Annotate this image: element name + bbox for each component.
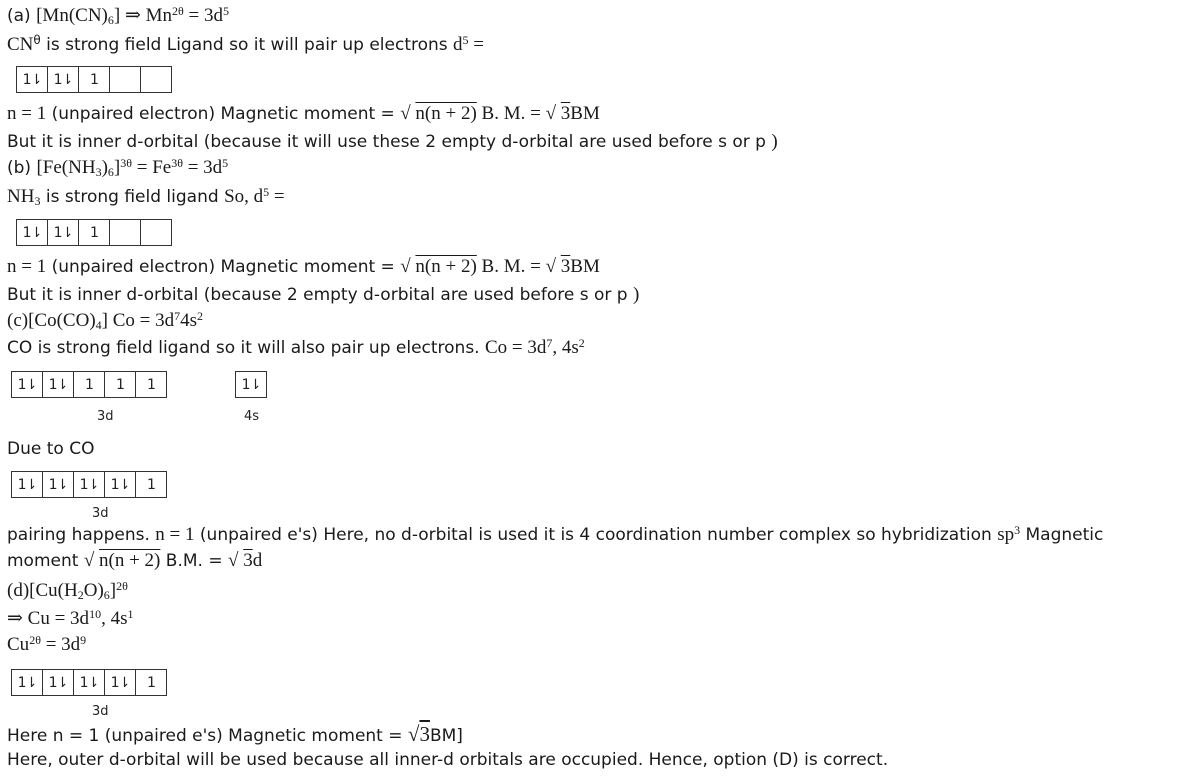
orbital-box: 1⇂: [241, 376, 261, 393]
orbital-box: 1⇂: [48, 67, 79, 92]
orbital-box: 1⇂: [17, 220, 48, 245]
caption-3d: 3d: [92, 506, 109, 521]
part-d-line-3: Here n = 1 (unpaired e's) Magnetic moment = √3BM]: [7, 722, 463, 746]
orbital-box: 1⇂: [74, 472, 105, 497]
part-c-heading: $(c)[Co(CO)_4] Co = 3d^74s^2$: [7, 309, 204, 332]
orbital-box: 1⇂: [43, 372, 74, 397]
orbital-box: 1: [79, 220, 110, 245]
orbital-panel-due: [7, 464, 203, 524]
orbital-panel-c: [7, 364, 284, 435]
part-c-line-3: moment √ n(n + 2) B.M. = √ 3d: [7, 550, 263, 571]
orbital-diagram-b: [16, 219, 172, 246]
part-a-line-3: But it is inner d-orbital (because it will use these 2 empty d-orbital are used before s or p ): [7, 131, 778, 152]
orbital-box: [141, 67, 171, 92]
part-d-heading: $(d)[Cu(H_2O)_6]^{2\theta}$: [7, 579, 128, 602]
orbital-box: 1: [74, 372, 105, 397]
part-b-line-1: $NH_3$ is strong field ligand So, $d^5$ =: [7, 185, 285, 208]
orbital-diagram-c-3d: [11, 371, 167, 398]
orbital-panel-d: [7, 662, 203, 722]
part-d-line-1: ⇒ $Cu = 3d^{10}$, $4s^1$: [7, 607, 134, 629]
orbital-box: 1: [79, 67, 110, 92]
orbital-diagram-a: [16, 66, 172, 93]
orbital-box: 1⇂: [17, 67, 48, 92]
part-b-heading: (b) $[Fe(NH_3)_6]^{3\theta} = Fe^{3\theta} = 3d^5$: [7, 156, 229, 179]
orbital-box: [110, 220, 141, 245]
orbital-box: 1: [147, 674, 155, 691]
final-conclusion: Here, outer d-orbital will be used because all inner-d orbitals are occupied. Hence, option (D) is correct.: [7, 750, 889, 770]
part-d-line-2: $Cu^{2\theta} = 3d^9$: [7, 633, 87, 655]
orbital-box: 1⇂: [43, 670, 74, 695]
orbital-diagram-due: [11, 471, 167, 498]
part-b-line-3: But it is inner d-orbital (because 2 empty d-orbital are used before s or p ): [7, 284, 640, 305]
part-b-line-2: n = 1 (unpaired electron) Magnetic moment = √ n(n + 2) B. M. = √ 3BM: [7, 256, 600, 277]
orbital-box: [141, 220, 171, 245]
orbital-box: [110, 67, 141, 92]
orbital-box: 1: [105, 372, 136, 397]
orbital-box: 1⇂: [48, 220, 79, 245]
part-a-line-1: $CN^\theta$ is strong field Ligand so it will pair up electrons $d^5$ =: [7, 33, 485, 55]
orbital-box: 1⇂: [12, 670, 43, 695]
orbital-box: 1⇂: [43, 472, 74, 497]
orbital-box: 1: [147, 476, 155, 493]
part-a-heading: (a) $[Mn(CN)_6]$ ⇒ $Mn^{2\theta} = 3d^5$: [7, 4, 229, 27]
part-c-line-1: CO is strong field ligand so it will also pair up electrons. $Co = 3d^7$, $4s^2$: [7, 336, 585, 358]
orbital-diagram-c-4s: [235, 371, 267, 398]
caption-4s: 4s: [244, 409, 260, 424]
orbital-diagram-d: [11, 669, 167, 696]
caption-3d: 3d: [97, 409, 114, 424]
orbital-box: 1⇂: [105, 670, 136, 695]
orbital-box: 1⇂: [12, 472, 43, 497]
part-c-line-2: pairing happens. n = 1 (unpaired e's) Here, no d-orbital is used it is 4 coordination number complex so hybridization $sp^3$ Magnetic: [7, 523, 1104, 545]
caption-3d: 3d: [92, 704, 109, 719]
due-to-co: Due to CO: [7, 439, 95, 459]
part-a-line-2: n = 1 (unpaired electron) Magnetic moment = √ n(n + 2) B. M. = √ 3BM: [7, 103, 600, 124]
orbital-box: 1⇂: [105, 472, 136, 497]
orbital-box: 1⇂: [12, 372, 43, 397]
orbital-box: 1: [147, 376, 155, 393]
orbital-box: 1⇂: [74, 670, 105, 695]
